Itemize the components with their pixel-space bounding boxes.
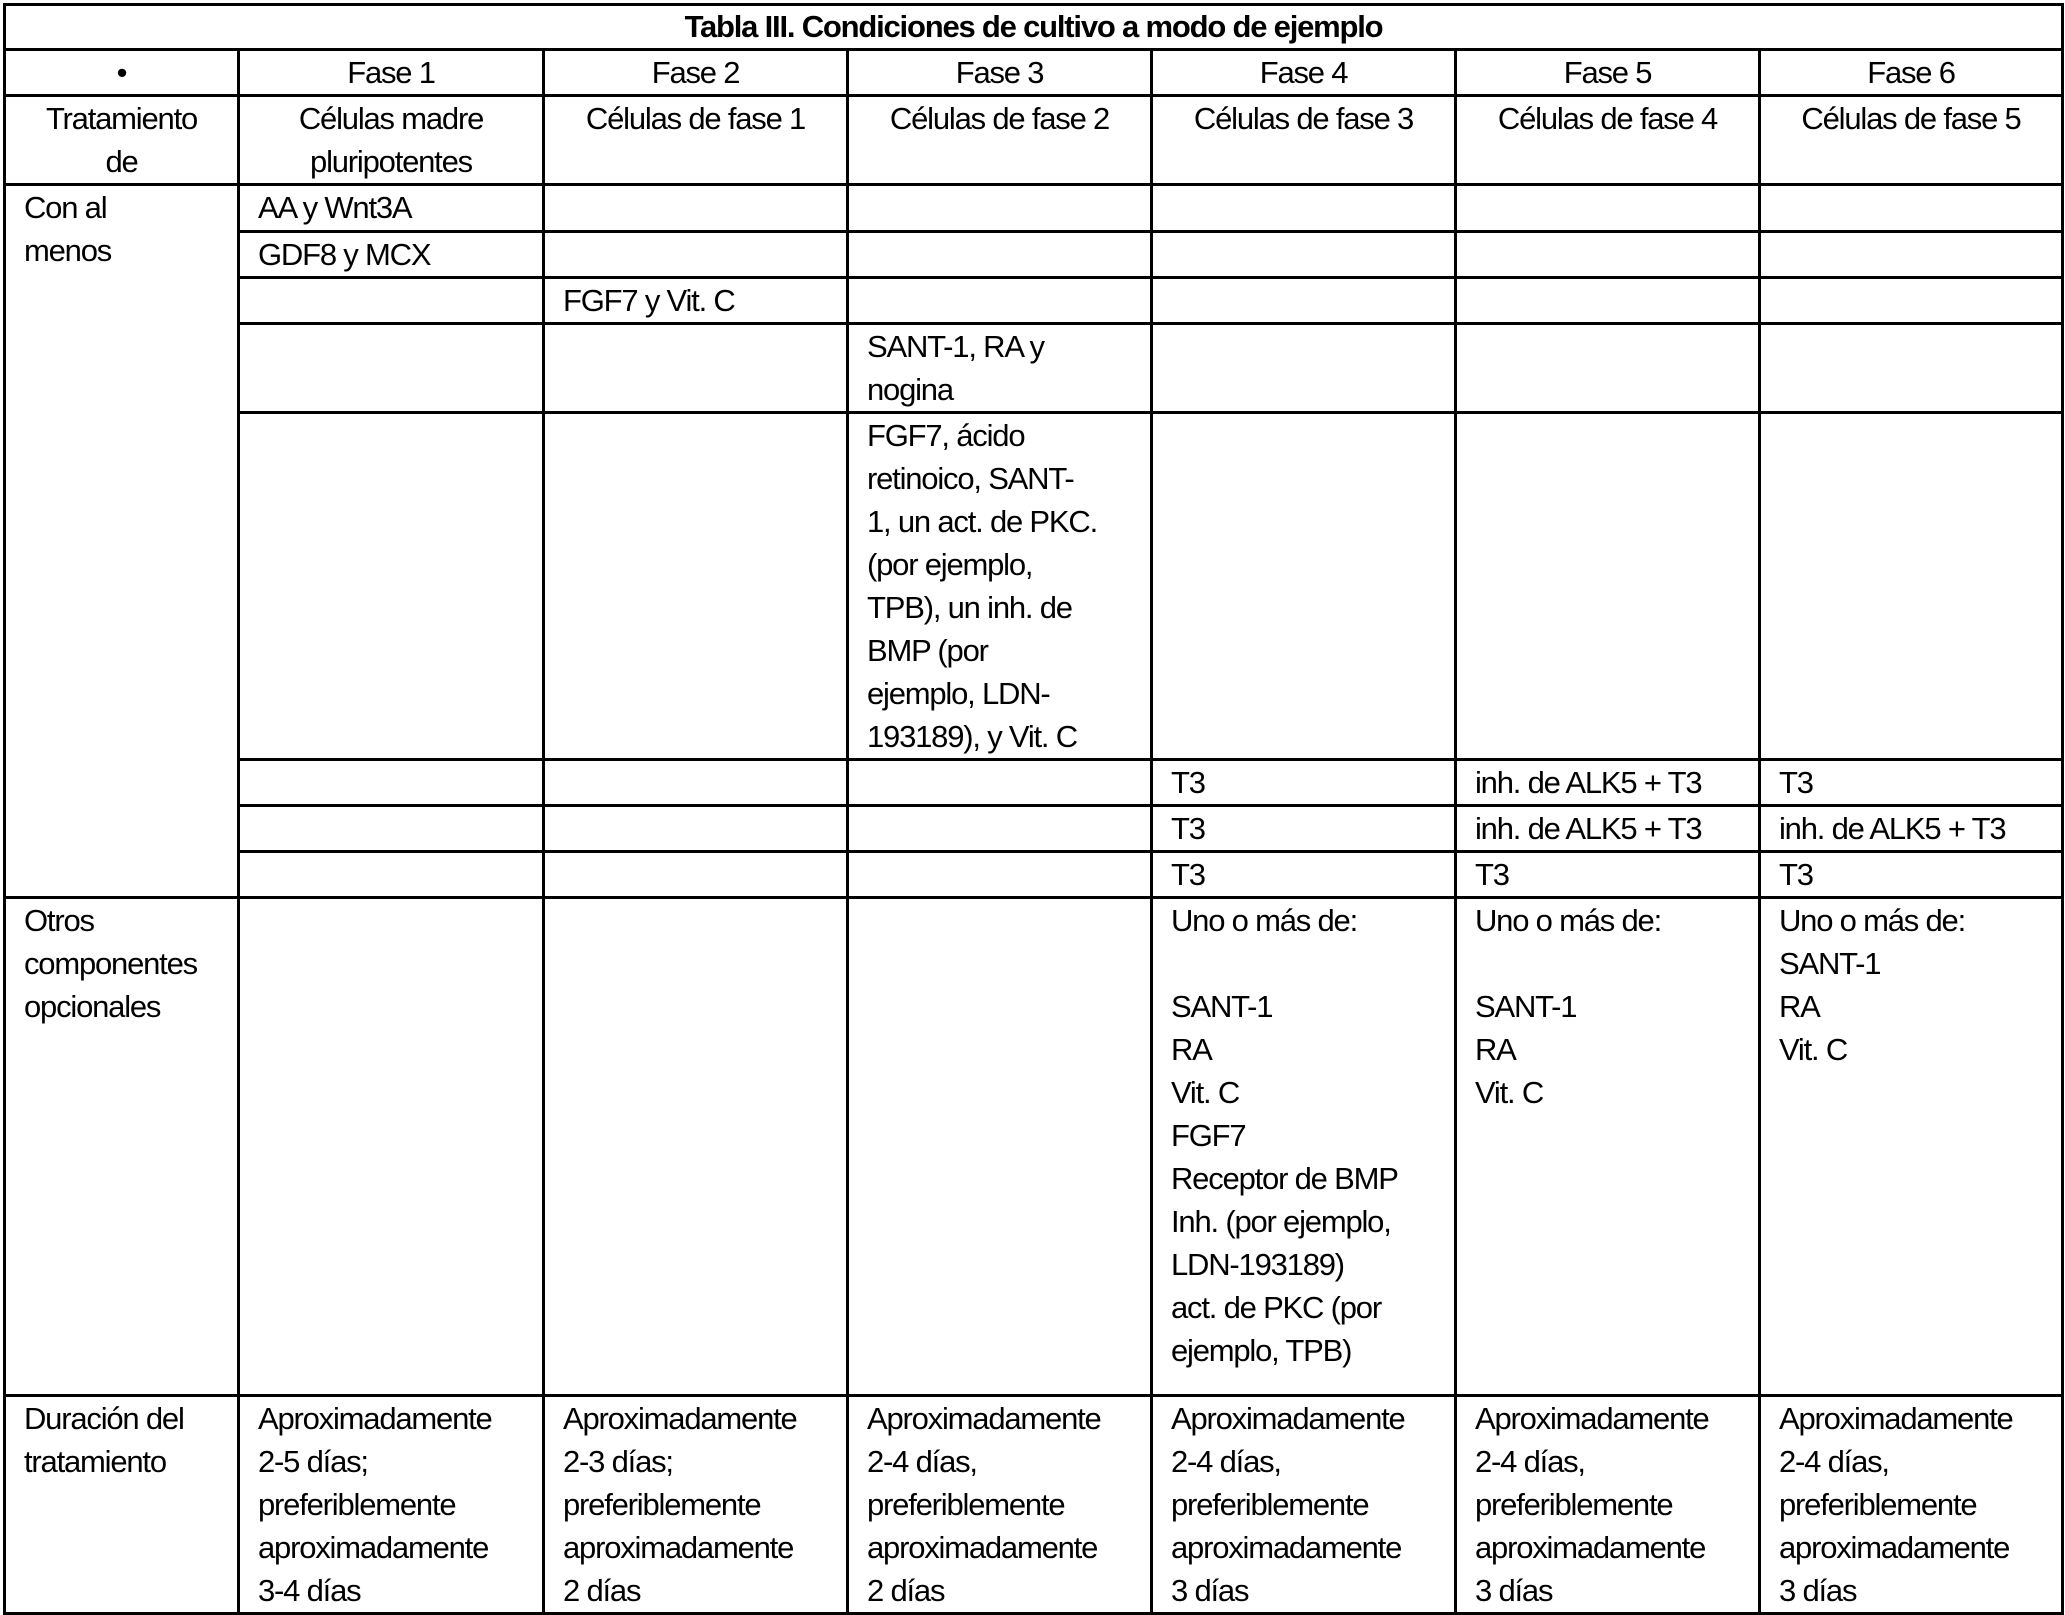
header-cell: Fase 2 <box>544 50 848 96</box>
optional-row <box>5 898 2063 1396</box>
cell: Aproximadamente 2-5 días; preferiblemente aproximadamente 3-4 días <box>239 1396 544 1614</box>
cell <box>1456 324 1760 413</box>
cell: T3 <box>1152 760 1456 806</box>
cell: Células madre pluripotentes <box>239 96 544 185</box>
treatment-row <box>5 96 2063 185</box>
header-cell: Fase 1 <box>239 50 544 96</box>
cell: Aproximadamente 2-4 días, preferiblemente aproximadamente 2 días <box>848 1396 1152 1614</box>
cell: AA y Wnt3A <box>239 185 544 232</box>
table-title: Tabla III. Condiciones de cultivo a modo de ejemplo <box>5 5 2063 50</box>
header-row <box>5 50 2063 96</box>
duration-row <box>5 1396 2063 1614</box>
cell <box>544 324 848 413</box>
cell: Uno o más de: SANT-1 RA Vit. C <box>1760 898 2063 1396</box>
cell <box>848 898 1152 1396</box>
at-least-row <box>5 806 2063 852</box>
cell: FGF7, ácido retinoico, SANT- 1, un act. de PKC. (por ejemplo, TPB), un inh. de BMP (por ejemplo, LDN- 193189), y Vit. C <box>848 413 1152 760</box>
cell: Aproximadamente 2-4 días, preferiblemente aproximadamente 3 días <box>1152 1396 1456 1614</box>
cell <box>1760 185 2063 232</box>
header-cell: Fase 4 <box>1152 50 1456 96</box>
at-least-row <box>5 232 2063 278</box>
at-least-row <box>5 324 2063 413</box>
cell <box>1152 232 1456 278</box>
at-least-row <box>5 760 2063 806</box>
cell <box>848 806 1152 852</box>
at-least-row <box>5 185 2063 232</box>
header-cell: Fase 6 <box>1760 50 2063 96</box>
cell <box>1760 278 2063 324</box>
at-least-row <box>5 413 2063 760</box>
cell: Células de fase 4 <box>1456 96 1760 185</box>
cell <box>544 852 848 898</box>
cell <box>239 760 544 806</box>
cell: Células de fase 1 <box>544 96 848 185</box>
cell: Aproximadamente 2-4 días, preferiblemente aproximadamente 3 días <box>1760 1396 2063 1614</box>
cell <box>1456 278 1760 324</box>
header-cell: Fase 5 <box>1456 50 1760 96</box>
row-label: Tratamiento de <box>5 96 239 185</box>
cell <box>544 806 848 852</box>
cell <box>544 232 848 278</box>
cell <box>1760 413 2063 760</box>
cell <box>1152 185 1456 232</box>
cell <box>1760 324 2063 413</box>
row-label: Con al menos <box>5 185 239 898</box>
cell: T3 <box>1760 760 2063 806</box>
cell <box>1152 324 1456 413</box>
cell: inh. de ALK5 + T3 <box>1456 806 1760 852</box>
cell <box>848 278 1152 324</box>
cell: Células de fase 5 <box>1760 96 2063 185</box>
cell: Aproximadamente 2-3 días; preferiblemente aproximadamente 2 días <box>544 1396 848 1614</box>
cell <box>544 898 848 1396</box>
cell: inh. de ALK5 + T3 <box>1760 806 2063 852</box>
header-cell: • <box>5 50 239 96</box>
cell <box>1152 278 1456 324</box>
cell <box>848 760 1152 806</box>
cell <box>848 852 1152 898</box>
cell: Células de fase 3 <box>1152 96 1456 185</box>
cell <box>1760 232 2063 278</box>
cell: Uno o más de: SANT-1 RA Vit. C <box>1456 898 1760 1396</box>
cell <box>239 278 544 324</box>
cell: T3 <box>1152 852 1456 898</box>
cell <box>239 324 544 413</box>
cell <box>239 413 544 760</box>
cell: FGF7 y Vit. C <box>544 278 848 324</box>
cell: Uno o más de: SANT-1 RA Vit. C FGF7 Receptor de BMP Inh. (por ejemplo, LDN-193189) act. de PKC (por ejemplo, TPB) <box>1152 898 1456 1396</box>
cell <box>1456 413 1760 760</box>
row-label: Otros componentes opcionales <box>5 898 239 1396</box>
cell <box>239 898 544 1396</box>
cell: GDF8 y MCX <box>239 232 544 278</box>
row-label: Duración del tratamiento <box>5 1396 239 1614</box>
cell <box>1152 413 1456 760</box>
culture-conditions-table <box>3 3 2064 1615</box>
cell <box>848 185 1152 232</box>
cell: T3 <box>1152 806 1456 852</box>
cell: Aproximadamente 2-4 días, preferiblemente aproximadamente 3 días <box>1456 1396 1760 1614</box>
cell <box>544 185 848 232</box>
cell <box>544 760 848 806</box>
cell <box>1456 232 1760 278</box>
at-least-row <box>5 852 2063 898</box>
at-least-row <box>5 278 2063 324</box>
cell: SANT-1, RA y nogina <box>848 324 1152 413</box>
cell: Células de fase 2 <box>848 96 1152 185</box>
cell <box>848 232 1152 278</box>
cell <box>1456 185 1760 232</box>
cell: inh. de ALK5 + T3 <box>1456 760 1760 806</box>
cell <box>239 806 544 852</box>
cell: T3 <box>1456 852 1760 898</box>
cell <box>239 852 544 898</box>
cell <box>544 413 848 760</box>
header-cell: Fase 3 <box>848 50 1152 96</box>
cell: T3 <box>1760 852 2063 898</box>
